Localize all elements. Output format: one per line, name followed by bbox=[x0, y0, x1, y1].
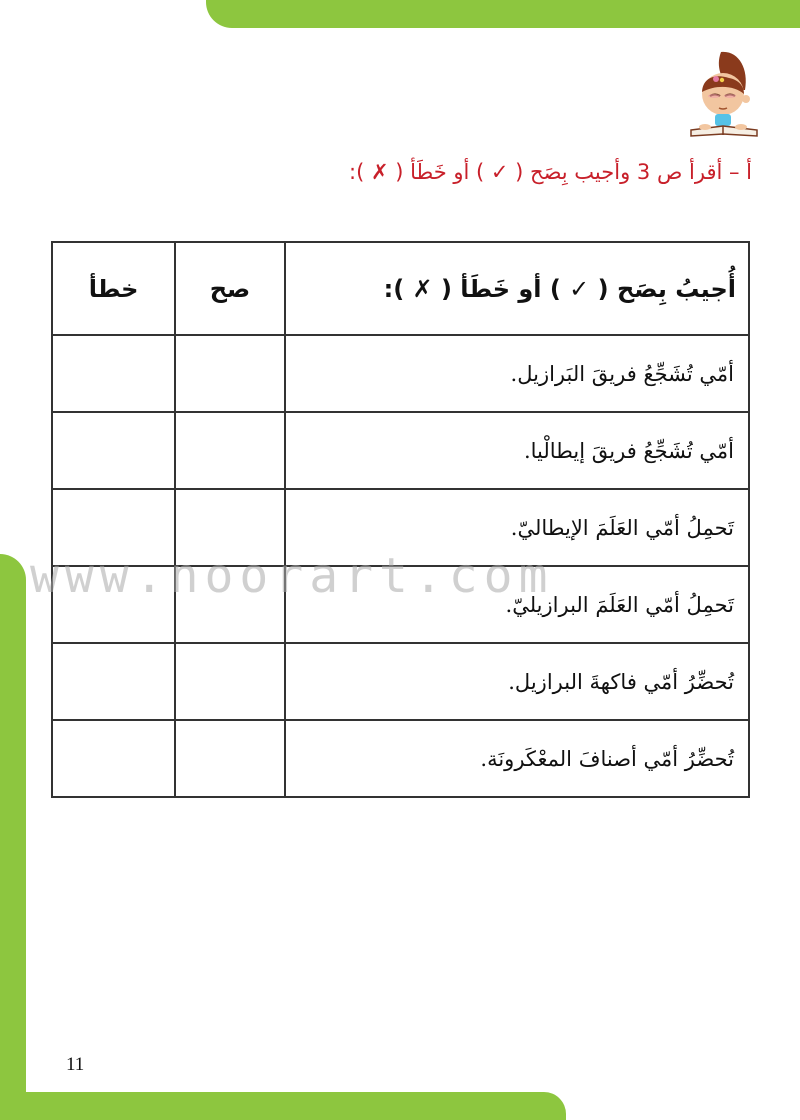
false-answer-cell[interactable] bbox=[52, 720, 175, 797]
statement-cell: أمّي تُشَجِّعُ فريقَ البَرازيل. bbox=[285, 335, 749, 412]
table-row bbox=[52, 489, 749, 566]
table-row bbox=[52, 566, 749, 643]
header-true: صح bbox=[175, 242, 284, 335]
false-answer-cell[interactable] bbox=[52, 489, 175, 566]
table-row bbox=[52, 720, 749, 797]
true-answer-cell[interactable] bbox=[175, 566, 284, 643]
bottom-decorative-bar bbox=[0, 1092, 566, 1120]
table-row bbox=[52, 335, 749, 412]
statement-cell: تَحمِلُ أمّي العَلَمَ البرازيليّ. bbox=[285, 566, 749, 643]
girl-reading-book-icon bbox=[683, 50, 765, 142]
table-header-row bbox=[52, 242, 749, 335]
exercise-instruction: أ – أقرأ ص 3 وأجيب بِصَح ( ✓ ) أو خَطَأ ( ✗ ): bbox=[349, 160, 752, 184]
table-row bbox=[52, 412, 749, 489]
header-false: خطأ bbox=[52, 242, 175, 335]
watermark: www.noorart.com bbox=[30, 548, 554, 604]
true-answer-cell[interactable] bbox=[175, 720, 284, 797]
true-answer-cell[interactable] bbox=[175, 412, 284, 489]
false-answer-cell[interactable] bbox=[52, 566, 175, 643]
statement-cell: أمّي تُشَجِّعُ فريقَ إيطالْيا. bbox=[285, 412, 749, 489]
true-answer-cell[interactable] bbox=[175, 643, 284, 720]
false-answer-cell[interactable] bbox=[52, 335, 175, 412]
table-row bbox=[52, 643, 749, 720]
true-false-table bbox=[51, 241, 750, 798]
statement-cell: تُحضِّرُ أمّي فاكهةَ البرازيل. bbox=[285, 643, 749, 720]
statement-cell: تُحضِّرُ أمّي أصنافَ المعْكَرونَة. bbox=[285, 720, 749, 797]
true-answer-cell[interactable] bbox=[175, 489, 284, 566]
top-decorative-bar bbox=[206, 0, 800, 28]
header-statement: أُجيبُ بِصَح ( ✓ ) أو خَطَأ ( ✗ ): bbox=[285, 242, 749, 335]
statement-cell: تَحمِلُ أمّي العَلَمَ الإيطاليّ. bbox=[285, 489, 749, 566]
left-decorative-bar bbox=[0, 554, 26, 1120]
false-answer-cell[interactable] bbox=[52, 643, 175, 720]
false-answer-cell[interactable] bbox=[52, 412, 175, 489]
page-number: 11 bbox=[66, 1054, 85, 1075]
true-answer-cell[interactable] bbox=[175, 335, 284, 412]
